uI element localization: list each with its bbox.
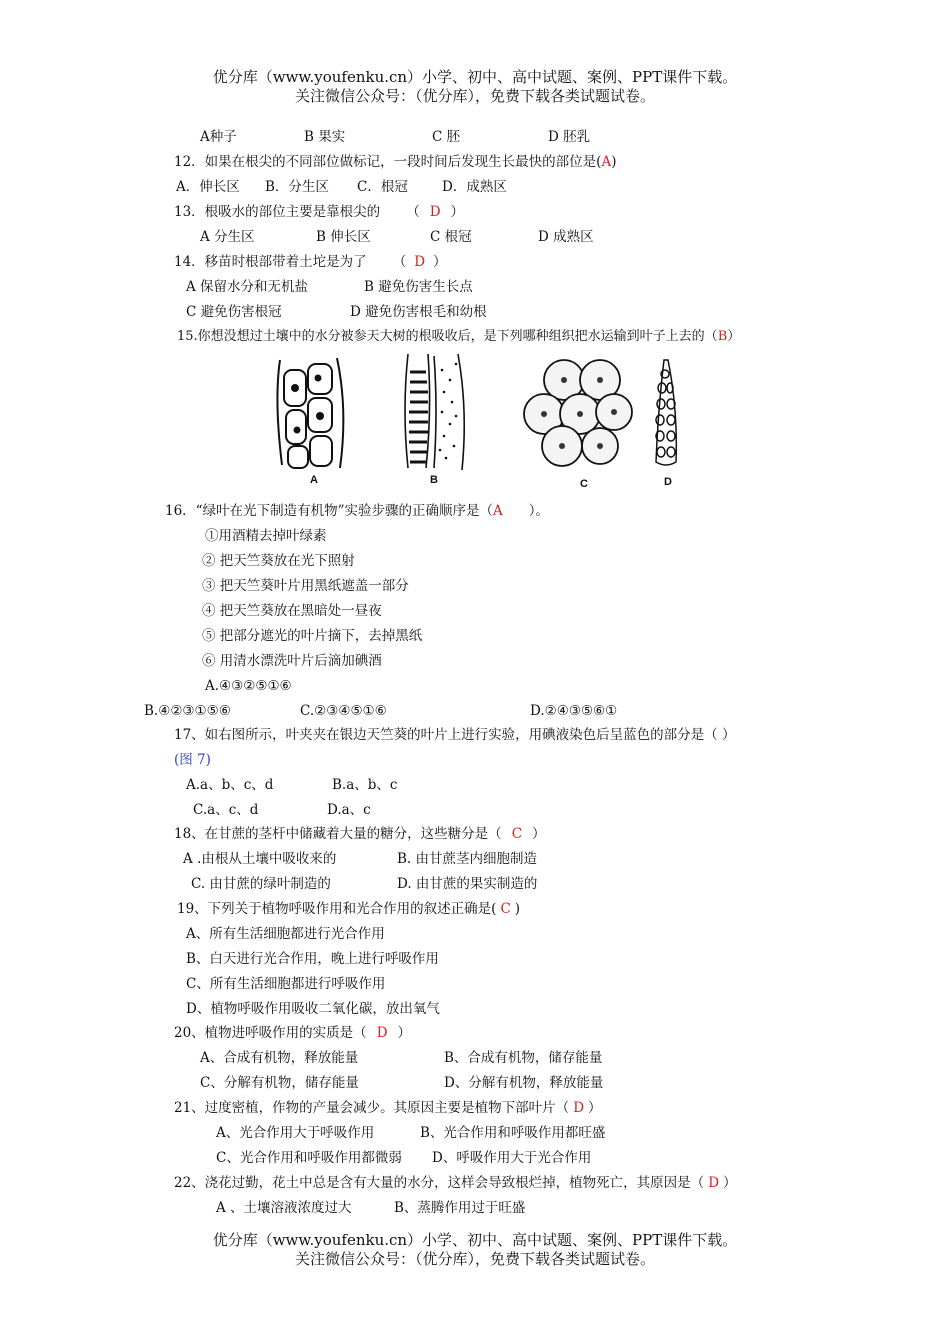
q16-option-a: A.④③②⑤①⑥ [205,678,292,694]
q18-stem-text: 18、在甘蔗的茎杆中储藏着大量的糖分，这些糖分是（ [174,826,502,842]
q14-option-c: C 避免伤害根冠 [186,304,282,320]
q14-close: ） [433,254,447,270]
q15-stem-text: 15.你想没想过土壤中的水分被参天大树的根吸收后，是下列哪种组织把水运输到叶子上去的（ [177,329,718,344]
q18-option-d: D. 由甘蔗的果实制造的 [397,876,538,892]
q16-option-b: B.④②③①⑤⑥ [144,703,231,719]
q17-option-a: A.a、b、c、d [186,777,274,793]
q11-option-a: A种子 [200,129,237,145]
q20-option-d: D、分解有机物，释放能量 [444,1075,604,1091]
q13-open: （ [406,204,420,220]
q18-option-a: A .由根从土壤中吸收来的 [183,851,337,867]
q12-stem-text: 12．如果在根尖的不同部位做标记，一段时间后发现生长最快的部位是( [174,154,602,170]
q18-close: ） [532,826,546,842]
page-header-line2: 关注微信公众号：（优分库），免费下载各类试题试卷。 [294,87,655,105]
tissue-b-pits [439,363,458,460]
q16-step-3: ③ 把天竺葵叶片用黑纸遮盖一部分 [202,578,409,594]
q12-option-b: B．分生区 [265,179,329,195]
q21-option-d: D、呼吸作用大于光合作用 [432,1150,592,1166]
q22-option-a: A 、土壤溶液浓度过大 [216,1200,352,1216]
q15-answer: B [717,329,728,344]
tissue-drawings [262,350,692,490]
q13-stem-text: 13．根吸水的部位主要是靠根尖的 [174,204,381,220]
q17-stem: 17、如右图所示，叶夹夹在银边天竺葵的叶片上进行实验，用碘液染色后呈蓝色的部分是（ ） [174,727,736,743]
q16-step-5: ⑤ 把部分遮光的叶片摘下，去掉黑纸 [202,628,423,644]
q16-answer: A [492,503,503,519]
tissue-a-drawing [277,358,343,468]
q21-close: ） [588,1100,602,1116]
tissue-d-drawing [656,360,676,465]
q14-option-d: D 避免伤害根毛和幼根 [350,304,487,320]
q19-answer: C [500,901,511,917]
q19-option-a: A、所有生活细胞都进行光合作用 [186,926,385,942]
q14-open: （ [392,254,407,270]
q21-stem [174,1099,602,1117]
q13-option-b: B 伸长区 [316,229,371,245]
q11-option-b: B 果实 [304,129,346,145]
figure-label-b: B [430,474,438,486]
q19-option-b: B、白天进行光合作用，晚上进行呼吸作用 [186,951,439,967]
q20-answer: D [376,1025,388,1041]
q14-option-a: A 保留水分和无机盐 [186,279,309,295]
q19-stem [177,900,520,918]
q22-close: ） [723,1175,737,1191]
q13-answer: D [429,204,441,220]
figure-label-d: D [664,476,672,488]
q12-option-d: D．成熟区 [442,179,507,195]
q11-option-c: C 胚 [432,129,461,145]
q12-close: ) [611,154,617,170]
q12-answer: A [601,154,612,170]
q19-option-d: D、植物呼吸作用吸收二氧化碳，放出氧气 [186,1001,440,1017]
q16-stem [165,502,549,520]
q12-stem [174,153,616,171]
q16-option-c: C.②③④⑤①⑥ [300,703,387,719]
q14-stem-text: 14．移苗时根部带着土坨是为了 [174,254,367,270]
q18-option-b: B. 由甘蔗茎内细胞制造 [397,851,538,867]
figure-label-a: A [310,474,318,486]
q15-stem [177,328,740,346]
q20-close: ） [397,1025,412,1041]
q21-stem-text: 21、过度密植，作物的产量会减少。其原因主要是植物下部叶片（ [174,1100,570,1116]
q20-option-b: B、合成有机物，储存能量 [444,1050,603,1066]
page-footer-line2: 关注微信公众号：（优分库），免费下载各类试题试卷。 [294,1250,655,1268]
q17-option-c: C.a、c、d [193,802,259,818]
q19-option-c: C、所有生活细胞都进行呼吸作用 [186,976,386,992]
q16-option-d: D.②④③⑤⑥① [530,703,618,719]
page-header-line1: 优分库（www.youfenku.cn）小学、初中、高中试题、案例、PPT课件下载。 [212,68,738,86]
page-footer-line1: 优分库（www.youfenku.cn）小学、初中、高中试题、案例、PPT课件下载。 [212,1231,738,1249]
q17-figure-ref: (图 7) [174,752,211,768]
q16-close: ）。 [528,503,549,519]
q20-option-c: C、分解有机物，储存能量 [200,1075,359,1091]
q15-close: ） [727,329,741,344]
q22-stem-text: 22、浇花过勤，花土中总是含有大量的水分，这样会导致根烂掉，植物死亡，其原因是（ [174,1175,705,1191]
q13-option-a: A 分生区 [200,229,255,245]
q12-option-a: A．伸长区 [176,179,240,195]
q14-stem [174,253,447,271]
q13-close: ） [450,204,465,220]
q22-stem [174,1174,737,1192]
q16-step-6: ⑥ 用清水漂洗叶片后滴加碘酒 [202,653,382,669]
q13-stem [174,203,464,221]
q14-option-b: B 避免伤害生长点 [364,279,473,295]
q16-stem-text: 16．“绿叶在光下制造有机物”实验步骤的正确顺序是（ [165,503,493,519]
q22-option-b: B、蒸腾作用过于旺盛 [394,1200,526,1216]
q16-step-2: ② 把天竺葵放在光下照射 [202,553,355,569]
q16-step-1: ①用酒精去掉叶绿素 [205,528,327,544]
q18-stem [174,825,546,843]
q21-option-b: B、光合作用和呼吸作用都旺盛 [420,1125,606,1141]
q11-option-d: D 胚乳 [548,129,591,145]
q17-option-d: D.a、c [327,802,371,818]
q21-option-c: C、光合作用和呼吸作用都微弱 [216,1150,402,1166]
q19-close: ) [514,901,521,917]
tissue-b-drawing [405,354,464,470]
q12-option-c: C．根冠 [357,179,408,195]
q20-stem [174,1024,411,1042]
q20-stem-text: 20、植物进呼吸作用的实质是（ [174,1025,367,1041]
q18-option-c: C. 由甘蔗的绿叶制造的 [191,876,331,892]
q13-option-c: C 根冠 [430,229,472,245]
q17-option-b: B.a、b、c [332,777,398,793]
q20-option-a: A、合成有机物，释放能量 [200,1050,359,1066]
q18-answer: C [511,826,523,842]
q14-answer: D [414,254,426,270]
q16-step-4: ④ 把天竺葵放在黑暗处一昼夜 [202,603,382,619]
q21-option-a: A、光合作用大于呼吸作用 [216,1125,375,1141]
q21-answer: D [573,1100,585,1116]
q19-stem-text: 19、下列关于植物呼吸作用和光合作用的叙述正确是( [177,901,497,917]
q13-option-d: D 成熟区 [538,229,594,245]
q22-answer: D [708,1175,720,1191]
q15-tissue-figure [262,350,692,490]
figure-label-c: C [580,478,588,490]
